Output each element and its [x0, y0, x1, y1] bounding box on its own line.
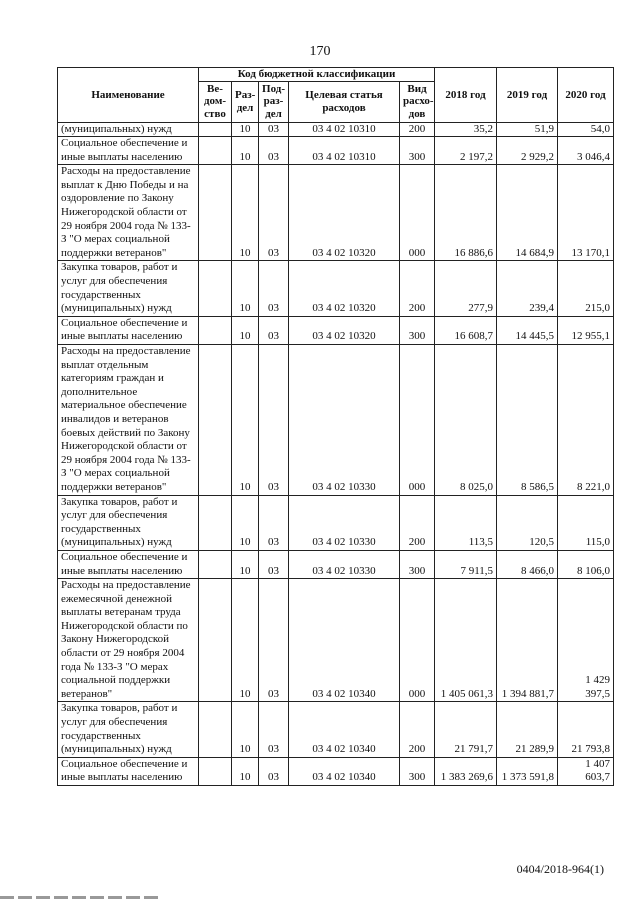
cell-2018: 1 383 269,6 — [435, 757, 497, 785]
table-row — [58, 757, 614, 785]
cell-2019: 14 684,9 — [497, 165, 558, 261]
cell-2018: 2 197,2 — [435, 137, 497, 165]
cell-vedomstvo — [199, 757, 232, 785]
cell-vedomstvo — [199, 122, 232, 137]
cell-statya: 03 4 02 10320 — [289, 316, 400, 344]
cell-2019: 120,5 — [497, 495, 558, 550]
cell-statya: 03 4 02 10330 — [289, 345, 400, 496]
cell-vid: 300 — [400, 316, 435, 344]
cell-vid: 200 — [400, 261, 435, 316]
scan-edge-strip — [0, 896, 160, 899]
page-number: 170 — [309, 44, 331, 59]
cell-2020: 1 407 603,7 — [558, 757, 614, 785]
cell-vedomstvo — [199, 495, 232, 550]
cell-2019: 21 289,9 — [497, 702, 558, 757]
cell-statya: 03 4 02 10330 — [289, 495, 400, 550]
cell-2019: 14 445,5 — [497, 316, 558, 344]
cell-2020: 215,0 — [558, 261, 614, 316]
cell-razdel: 10 — [232, 702, 259, 757]
cell-razdel: 10 — [232, 261, 259, 316]
cell-2019: 1 373 591,8 — [497, 757, 558, 785]
cell-2020: 13 170,1 — [558, 165, 614, 261]
cell-podrazdel: 03 — [259, 550, 289, 578]
header-razdel: Раз-дел — [232, 81, 259, 122]
cell-razdel: 10 — [232, 579, 259, 702]
cell-2020: 21 793,8 — [558, 702, 614, 757]
cell-statya: 03 4 02 10330 — [289, 550, 400, 578]
cell-2020: 12 955,1 — [558, 316, 614, 344]
cell-vid: 300 — [400, 137, 435, 165]
cell-razdel: 10 — [232, 550, 259, 578]
cell-2020: 8 106,0 — [558, 550, 614, 578]
header-classification-group: Код бюджетной классификации — [199, 68, 435, 82]
cell-razdel: 10 — [232, 495, 259, 550]
cell-podrazdel: 03 — [259, 345, 289, 496]
cell-name: Социальное обеспечение и иные выплаты населению — [58, 757, 199, 785]
cell-name: Расходы на предоставление ежемесячной денежной выплаты ветеранам труда Нижегородской области по Закону Нижегородской области от 29 ноября 2004 года № 133-З "О мерах социальной поддержки ветеранов" — [58, 579, 199, 702]
cell-podrazdel: 03 — [259, 137, 289, 165]
cell-2019: 239,4 — [497, 261, 558, 316]
cell-vedomstvo — [199, 165, 232, 261]
cell-name: Расходы на предоставление выплат к Дню Победы и на оздоровление по Закону Нижегородской области от 29 ноября 2004 года № 133-З "О мерах социальной поддержки ветеранов" — [58, 165, 199, 261]
cell-vid: 000 — [400, 579, 435, 702]
cell-2020: 115,0 — [558, 495, 614, 550]
cell-vid: 200 — [400, 122, 435, 137]
cell-vedomstvo — [199, 316, 232, 344]
cell-name: Расходы на предоставление выплат отдельным категориям граждан и дополнительное материальное обеспечение инвалидов и ветеранов боевых действий по Закону Нижегородской области от 29 ноября 2004 года № 133-З "О мерах социальной поддержки ветеранов" — [58, 345, 199, 496]
cell-vid: 300 — [400, 757, 435, 785]
header-year-2018: 2018 год — [435, 68, 497, 123]
table-row — [58, 122, 614, 137]
cell-razdel: 10 — [232, 137, 259, 165]
cell-2020: 8 221,0 — [558, 345, 614, 496]
table-row — [58, 495, 614, 550]
cell-2019: 2 929,2 — [497, 137, 558, 165]
cell-name: Социальное обеспечение и иные выплаты населению — [58, 316, 199, 344]
cell-name: Социальное обеспечение и иные выплаты населению — [58, 137, 199, 165]
document-code: 0404/2018-964(1) — [516, 862, 604, 876]
cell-2020: 54,0 — [558, 122, 614, 137]
cell-2020: 1 429 397,5 — [558, 579, 614, 702]
cell-vedomstvo — [199, 550, 232, 578]
cell-2019: 8 466,0 — [497, 550, 558, 578]
cell-vedomstvo — [199, 261, 232, 316]
cell-2018: 16 608,7 — [435, 316, 497, 344]
cell-vedomstvo — [199, 345, 232, 496]
header-year-2019: 2019 год — [497, 68, 558, 123]
table-row — [58, 550, 614, 578]
cell-vedomstvo — [199, 579, 232, 702]
cell-vid: 200 — [400, 495, 435, 550]
cell-podrazdel: 03 — [259, 122, 289, 137]
table-row — [58, 345, 614, 496]
cell-name: Закупка товаров, работ и услуг для обеспечения государственных (муниципальных) нужд — [58, 495, 199, 550]
cell-podrazdel: 03 — [259, 495, 289, 550]
cell-2020: 3 046,4 — [558, 137, 614, 165]
table-body — [58, 122, 614, 786]
header-statya: Целевая статья расходов — [289, 81, 400, 122]
cell-name: Социальное обеспечение и иные выплаты населению — [58, 550, 199, 578]
cell-2019: 1 394 881,7 — [497, 579, 558, 702]
cell-vedomstvo — [199, 137, 232, 165]
cell-razdel: 10 — [232, 316, 259, 344]
cell-podrazdel: 03 — [259, 702, 289, 757]
cell-podrazdel: 03 — [259, 579, 289, 702]
cell-statya: 03 4 02 10310 — [289, 137, 400, 165]
cell-2018: 16 886,6 — [435, 165, 497, 261]
cell-vid: 000 — [400, 345, 435, 496]
table-row — [58, 165, 614, 261]
cell-razdel: 10 — [232, 165, 259, 261]
cell-vid: 000 — [400, 165, 435, 261]
table-row — [58, 579, 614, 702]
table-row — [58, 137, 614, 165]
cell-2018: 7 911,5 — [435, 550, 497, 578]
cell-statya: 03 4 02 10340 — [289, 757, 400, 785]
cell-statya: 03 4 02 10310 — [289, 122, 400, 137]
cell-name: (муниципальных) нужд — [58, 122, 199, 137]
cell-statya: 03 4 02 10320 — [289, 261, 400, 316]
cell-vid: 300 — [400, 550, 435, 578]
budget-table — [57, 67, 614, 786]
table-row — [58, 261, 614, 316]
cell-vid: 200 — [400, 702, 435, 757]
cell-podrazdel: 03 — [259, 757, 289, 785]
cell-statya: 03 4 02 10340 — [289, 702, 400, 757]
header-name: Наименование — [58, 68, 199, 123]
cell-2019: 8 586,5 — [497, 345, 558, 496]
cell-podrazdel: 03 — [259, 261, 289, 316]
cell-2018: 113,5 — [435, 495, 497, 550]
cell-razdel: 10 — [232, 345, 259, 496]
table-row — [58, 316, 614, 344]
header-year-2020: 2020 год — [558, 68, 614, 123]
cell-statya: 03 4 02 10320 — [289, 165, 400, 261]
cell-2018: 21 791,7 — [435, 702, 497, 757]
header-vedomstvo: Ве-дом-ство — [199, 81, 232, 122]
header-vid: Вид расхо-дов — [400, 81, 435, 122]
cell-name: Закупка товаров, работ и услуг для обеспечения государственных (муниципальных) нужд — [58, 261, 199, 316]
cell-podrazdel: 03 — [259, 316, 289, 344]
cell-podrazdel: 03 — [259, 165, 289, 261]
cell-2018: 1 405 061,3 — [435, 579, 497, 702]
cell-vedomstvo — [199, 702, 232, 757]
header-podrazdel: Под-раз-дел — [259, 81, 289, 122]
cell-2019: 51,9 — [497, 122, 558, 137]
cell-2018: 277,9 — [435, 261, 497, 316]
cell-2018: 8 025,0 — [435, 345, 497, 496]
cell-statya: 03 4 02 10340 — [289, 579, 400, 702]
table-row — [58, 702, 614, 757]
cell-razdel: 10 — [232, 122, 259, 137]
cell-name: Закупка товаров, работ и услуг для обеспечения государственных (муниципальных) нужд — [58, 702, 199, 757]
cell-2018: 35,2 — [435, 122, 497, 137]
cell-razdel: 10 — [232, 757, 259, 785]
